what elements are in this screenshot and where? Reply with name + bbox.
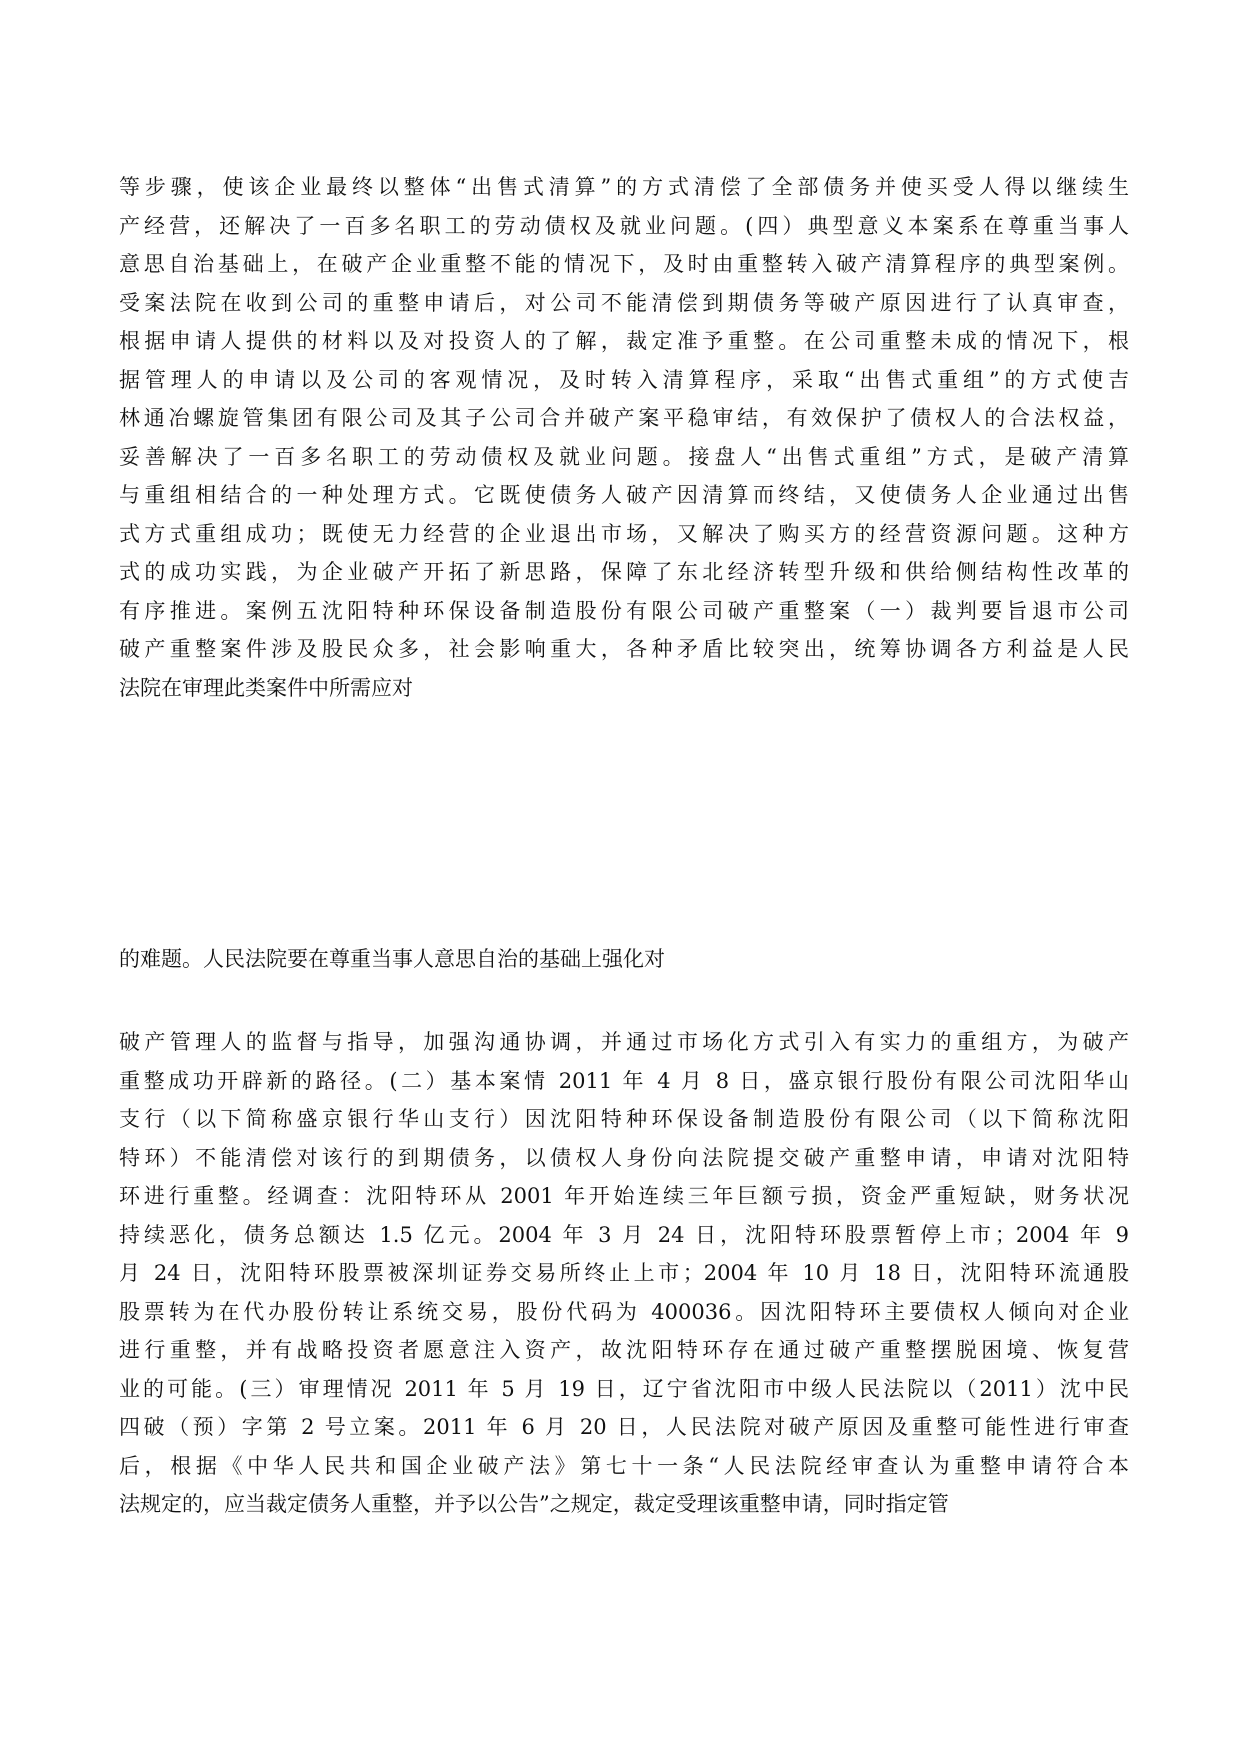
- paragraph: [119, 168, 1129, 707]
- text-line: 与重组相结合的一种处理方式。它既使债务人破产因清算而终结，又使债务人企业通过出售: [119, 483, 1129, 507]
- text-line: 据管理人的申请以及公司的客观情况，及时转入清算程序，采取“出售式重组”的方式使吉: [119, 367, 1129, 392]
- text-line: 根据申请人提供的材料以及对投资人的了解，裁定准予重整。在公司重整未成的情况下，根: [119, 329, 1129, 353]
- paragraph: [119, 940, 1129, 979]
- text-line: 法院在审理此类案件中所需应对: [119, 675, 413, 700]
- text-line: 重整成功开辟新的路径。(二）基本案情 2011 年 4 月 8 日，盛京银行股份有限公司沈阳华山: [119, 1068, 1129, 1093]
- text-line: 破产重整案件涉及股民众多，社会影响重大，各种矛盾比较突出，统筹协调各方利益是人民: [119, 637, 1129, 661]
- text-line: 破产管理人的监督与指导，加强沟通协调，并通过市场化方式引入有实力的重组方，为破产: [119, 1030, 1129, 1054]
- text-line: 四破（预）字第 2 号立案。2011 年 6 月 20 日，人民法院对破产原因及重整可能性进行审查: [119, 1415, 1129, 1439]
- text-line: 进行重整，并有战略投资者愿意注入资产，故沈阳特环存在通过破产重整摆脱困境、恢复营: [119, 1338, 1129, 1362]
- text-line: 股票转为在代办股份转让系统交易，股份代码为 400036。因沈阳特环主要债权人倾向对企业: [119, 1299, 1129, 1324]
- text-line: 意思自治基础上，在破产企业重整不能的情况下，及时由重整转入破产清算程序的典型案例。: [119, 252, 1129, 276]
- text-line: 妥善解决了一百多名职工的劳动债权及就业问题。接盘人“出售式重组”方式，是破产清算: [119, 444, 1129, 469]
- text-line: 特环）不能清偿对该行的到期债务，以债权人身份向法院提交破产重整申请，申请对沈阳特: [119, 1145, 1129, 1170]
- text-line: 受案法院在收到公司的重整申请后，对公司不能清偿到期债务等破产原因进行了认真审查，: [119, 290, 1129, 315]
- text-line: 环进行重整。经调查：沈阳特环从 2001 年开始连续三年巨额亏损，资金严重短缺，财务状况: [119, 1184, 1129, 1208]
- text-line: 产经营，还解决了一百多名职工的劳动债权及就业问题。(四）典型意义本案系在尊重当事人: [119, 213, 1129, 238]
- paragraph: [119, 1023, 1129, 1524]
- text-line: 月 24 日，沈阳特环股票被深圳证券交易所终止上市；2004 年 10 月 18 日，沈阳特环流通股: [119, 1261, 1129, 1285]
- text-line: 式的成功实践，为企业破产开拓了新思路，保障了东北经济转型升级和供给侧结构性改革的: [119, 560, 1129, 584]
- text-line: 林通冶螺旋管集团有限公司及其子公司合并破产案平稳审结，有效保护了债权人的合法权益，: [119, 406, 1129, 430]
- text-line: 的难题。人民法院要在尊重当事人意思自治的基础上强化对: [119, 947, 665, 971]
- text-line: 业的可能。(三）审理情况 2011 年 5 月 19 日，辽宁省沈阳市中级人民法院以（2011）沈中民: [119, 1376, 1129, 1401]
- text-line: 式方式重组成功；既使无力经营的企业退出市场，又解决了购买方的经营资源问题。这种方: [119, 521, 1129, 546]
- text-line: 法规定的，应当裁定债务人重整，并予以公告”之规定，裁定受理该重整申请，同时指定管: [119, 1492, 949, 1516]
- text-line: 持续恶化，债务总额达 1.5 亿元。2004 年 3 月 24 日，沈阳特环股票暂停上市；2004 年 9: [119, 1222, 1129, 1247]
- text-line: 后，根据《中华人民共和国企业破产法》第七十一条“人民法院经审查认为重整申请符合本: [119, 1453, 1129, 1478]
- text-line: 支行（以下简称盛京银行华山支行）因沈阳特种环保设备制造股份有限公司（以下简称沈阳: [119, 1107, 1129, 1131]
- text-line: 等步骤，使该企业最终以整体“出售式清算”的方式清偿了全部债务并使买受人得以继续生: [119, 175, 1129, 199]
- text-line: 有序推进。案例五沈阳特种环保设备制造股份有限公司破产重整案（一）裁判要旨退市公司: [119, 598, 1129, 623]
